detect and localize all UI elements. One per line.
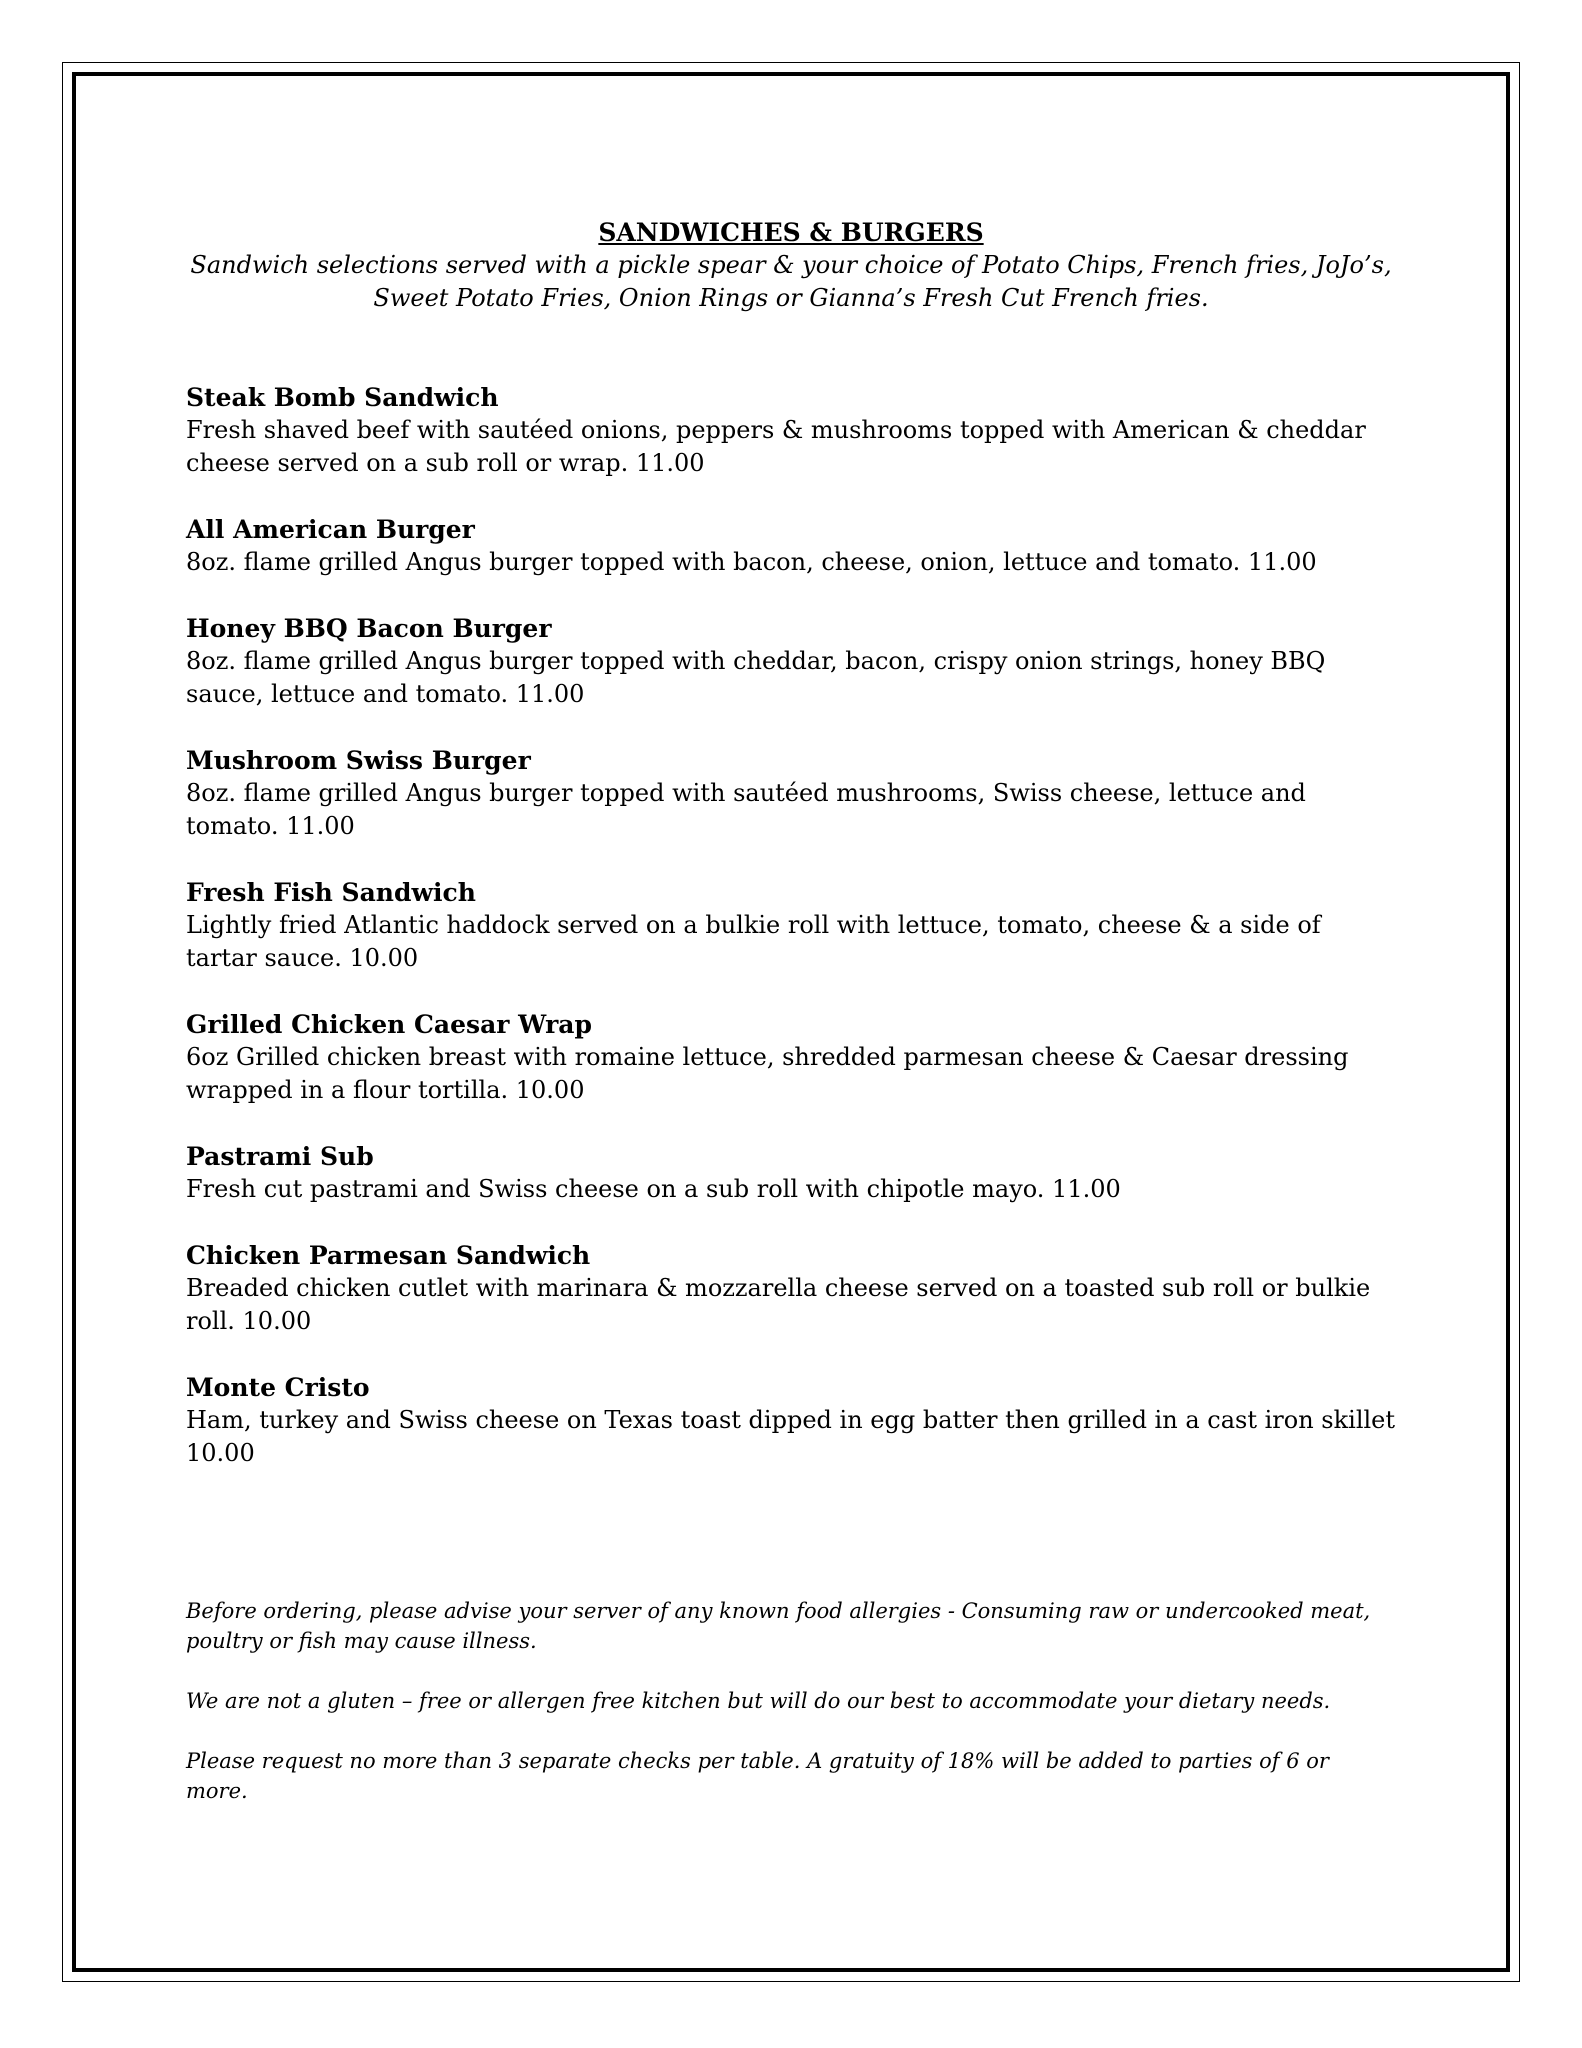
menu-item-name: Steak Bomb Sandwich bbox=[186, 383, 499, 412]
menu-item bbox=[186, 876, 1396, 975]
menu-content bbox=[186, 216, 1396, 1836]
menu-item bbox=[186, 612, 1396, 711]
menu-notes bbox=[186, 1596, 1396, 1806]
menu-item-description: Fresh cut pastrami and Swiss cheese on a sub roll with chipotle mayo. 11.00 bbox=[186, 1175, 1121, 1203]
menu-item-name: Monte Cristo bbox=[186, 1373, 370, 1402]
menu-item-name: Chicken Parmesan Sandwich bbox=[186, 1241, 591, 1270]
menu-item-description: Breaded chicken cutlet with marinara & mozzarella cheese served on a toasted sub roll or bulkie roll. 10.00 bbox=[186, 1274, 1371, 1335]
menu-item-name: All American Burger bbox=[186, 515, 475, 544]
menu-item-name: Pastrami Sub bbox=[186, 1142, 374, 1171]
menu-subtitle: Sandwich selections served with a pickle spear & your choice of Potato Chips, French fries, JoJo’s, Sweet Potato Fries, Onion Rings or Gianna’s Fresh Cut French fries. bbox=[190, 251, 1392, 312]
menu-item-description: 8oz. flame grilled Angus burger topped with sautéed mushrooms, Swiss cheese, lettuce and tomato. 11.00 bbox=[186, 779, 1306, 840]
menu-item-description: Lightly fried Atlantic haddock served on a bulkie roll with lettuce, tomato, cheese & a side of tartar sauce. 10.00 bbox=[186, 911, 1321, 972]
menu-items bbox=[186, 381, 1396, 1470]
menu-item-description: 8oz. flame grilled Angus burger topped with bacon, cheese, onion, lettuce and tomato. 11.00 bbox=[186, 548, 1317, 576]
menu-item bbox=[186, 1371, 1396, 1470]
menu-item bbox=[186, 381, 1396, 480]
menu-item-description: Ham, turkey and Swiss cheese on Texas toast dipped in egg batter then grilled in a cast iron skillet 10.00 bbox=[186, 1406, 1396, 1467]
menu-item-name: Honey BBQ Bacon Burger bbox=[186, 614, 552, 643]
menu-item bbox=[186, 744, 1396, 843]
menu-title: SANDWICHES & BURGERS bbox=[598, 218, 984, 247]
menu-item-description: 8oz. flame grilled Angus burger topped with cheddar, bacon, crispy onion strings, honey BBQ sauce, lettuce and tomato. 11.00 bbox=[186, 647, 1326, 708]
menu-item bbox=[186, 1140, 1396, 1206]
menu-item-name: Mushroom Swiss Burger bbox=[186, 746, 531, 775]
menu-item bbox=[186, 1239, 1396, 1338]
menu-item-description: Fresh shaved beef with sautéed onions, peppers & mushrooms topped with American & cheddar cheese served on a sub roll or wrap. 11.00 bbox=[186, 416, 1366, 477]
menu-item bbox=[186, 1008, 1396, 1107]
menu-item-description: 6oz Grilled chicken breast with romaine lettuce, shredded parmesan cheese & Caesar dressing wrapped in a flour tortilla. 10.00 bbox=[186, 1043, 1349, 1104]
menu-item-name: Grilled Chicken Caesar Wrap bbox=[186, 1010, 592, 1039]
menu-item-name: Fresh Fish Sandwich bbox=[186, 878, 476, 907]
checks-gratuity-note: Please request no more than 3 separate checks per table. A gratuity of 18% will be added to parties of 6 or more. bbox=[186, 1749, 1329, 1803]
menu-item bbox=[186, 513, 1396, 579]
allergy-note: Before ordering, please advise your server of any known food allergies - Consuming raw or undercooked meat, poultry or fish may cause illness. bbox=[186, 1599, 1371, 1653]
gluten-note: We are not a gluten – free or allergen free kitchen but will do our best to accommodate your dietary needs. bbox=[186, 1689, 1331, 1713]
